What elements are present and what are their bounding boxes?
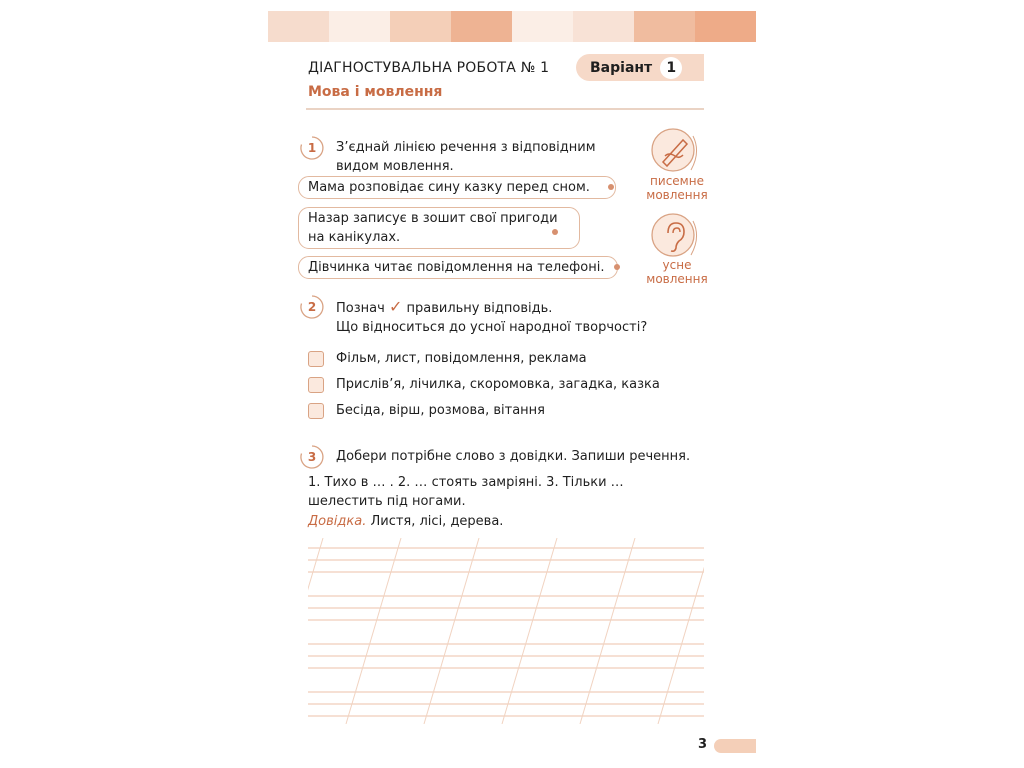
task-1-number xyxy=(302,138,322,158)
band-segment xyxy=(268,11,329,42)
sentence-2-box[interactable] xyxy=(298,207,580,249)
slant-line xyxy=(346,538,401,724)
band-segment xyxy=(634,11,695,42)
task-3-instruction: Добери потрібне слово з довідки. Запиши речення. xyxy=(336,449,691,464)
sentence-3-dot[interactable] xyxy=(614,264,620,270)
option-1-checkbox[interactable] xyxy=(308,351,324,367)
slant-line xyxy=(580,538,635,724)
band-segment xyxy=(695,11,756,42)
task-3-text: 1. Тихо в … . 2. … стоять замріяні. 3. Тільки … шелестить під ногами. xyxy=(308,475,624,509)
option-2-text: Прислів’я, лічилка, скоромовка, загадка, казка xyxy=(336,377,660,392)
slant-line xyxy=(308,538,323,724)
sentence-2-dot[interactable] xyxy=(552,229,558,235)
band-segment xyxy=(451,11,512,42)
writing-hand-icon xyxy=(649,126,701,178)
page-tab xyxy=(714,739,756,753)
task-2-number-label: 2 xyxy=(307,300,317,314)
task-3-number-label: 3 xyxy=(307,450,317,464)
variant-label: Варіант xyxy=(590,59,653,76)
option-2-checkbox[interactable] xyxy=(308,377,324,393)
sentence-1-text: Мама розповідає сину казку перед сном. xyxy=(308,180,590,195)
written-speech-label: писемне мовлення xyxy=(646,174,708,202)
band-segment xyxy=(390,11,451,42)
header-divider xyxy=(306,108,704,110)
task-1-number-label: 1 xyxy=(307,141,317,155)
band-segment xyxy=(573,11,634,42)
sentence-3-text: Дівчинка читає повідомлення на телефоні. xyxy=(308,260,605,275)
page-number: 3 xyxy=(698,737,708,752)
task-2-instruction xyxy=(336,297,706,318)
task-1-instruction: З’єднай лінією речення з відповідним видом мовлення. xyxy=(336,140,596,174)
sentence-2-text: Назар записує в зошит свої пригоди на канікулах. xyxy=(308,211,558,245)
option-1-text: Фільм, лист, повідомлення, реклама xyxy=(336,351,587,366)
check-mark-icon: ✓ xyxy=(388,297,403,316)
decorative-band xyxy=(268,11,756,42)
reference-label: Довідка. xyxy=(308,514,367,529)
task-2-number xyxy=(302,297,322,317)
slant-line xyxy=(658,538,704,724)
slant-line xyxy=(424,538,479,724)
band-segment xyxy=(512,11,573,42)
page-title: ДІАГНОСТУВАЛЬНА РОБОТА № 1 xyxy=(308,60,550,76)
variant-number: 1 xyxy=(660,57,682,79)
option-3-text: Бесіда, вірш, розмова, вітання xyxy=(336,403,545,418)
task-3-number xyxy=(302,447,322,467)
sentence-1-box[interactable] xyxy=(298,176,616,199)
workbook-page xyxy=(268,0,756,768)
reference-words: Листя, лісі, дерева. xyxy=(370,514,504,529)
ear-icon xyxy=(649,211,701,263)
sentence-3-box[interactable] xyxy=(298,256,618,279)
slant-line xyxy=(502,538,557,724)
band-segment xyxy=(329,11,390,42)
page-subtitle: Мова і мовлення xyxy=(308,84,443,100)
sentence-1-dot[interactable] xyxy=(608,184,614,190)
reference xyxy=(308,512,503,531)
variant-badge xyxy=(576,54,704,81)
oral-speech-label: усне мовлення xyxy=(646,258,708,286)
task-2-question: Що відноситься до усної народної творчості? xyxy=(336,320,648,335)
task-2-instruction-after: правильну відповідь. xyxy=(406,301,553,316)
writing-lines-area[interactable] xyxy=(308,538,704,724)
task-2-instruction-before: Познач xyxy=(336,301,385,316)
option-3-checkbox[interactable] xyxy=(308,403,324,419)
